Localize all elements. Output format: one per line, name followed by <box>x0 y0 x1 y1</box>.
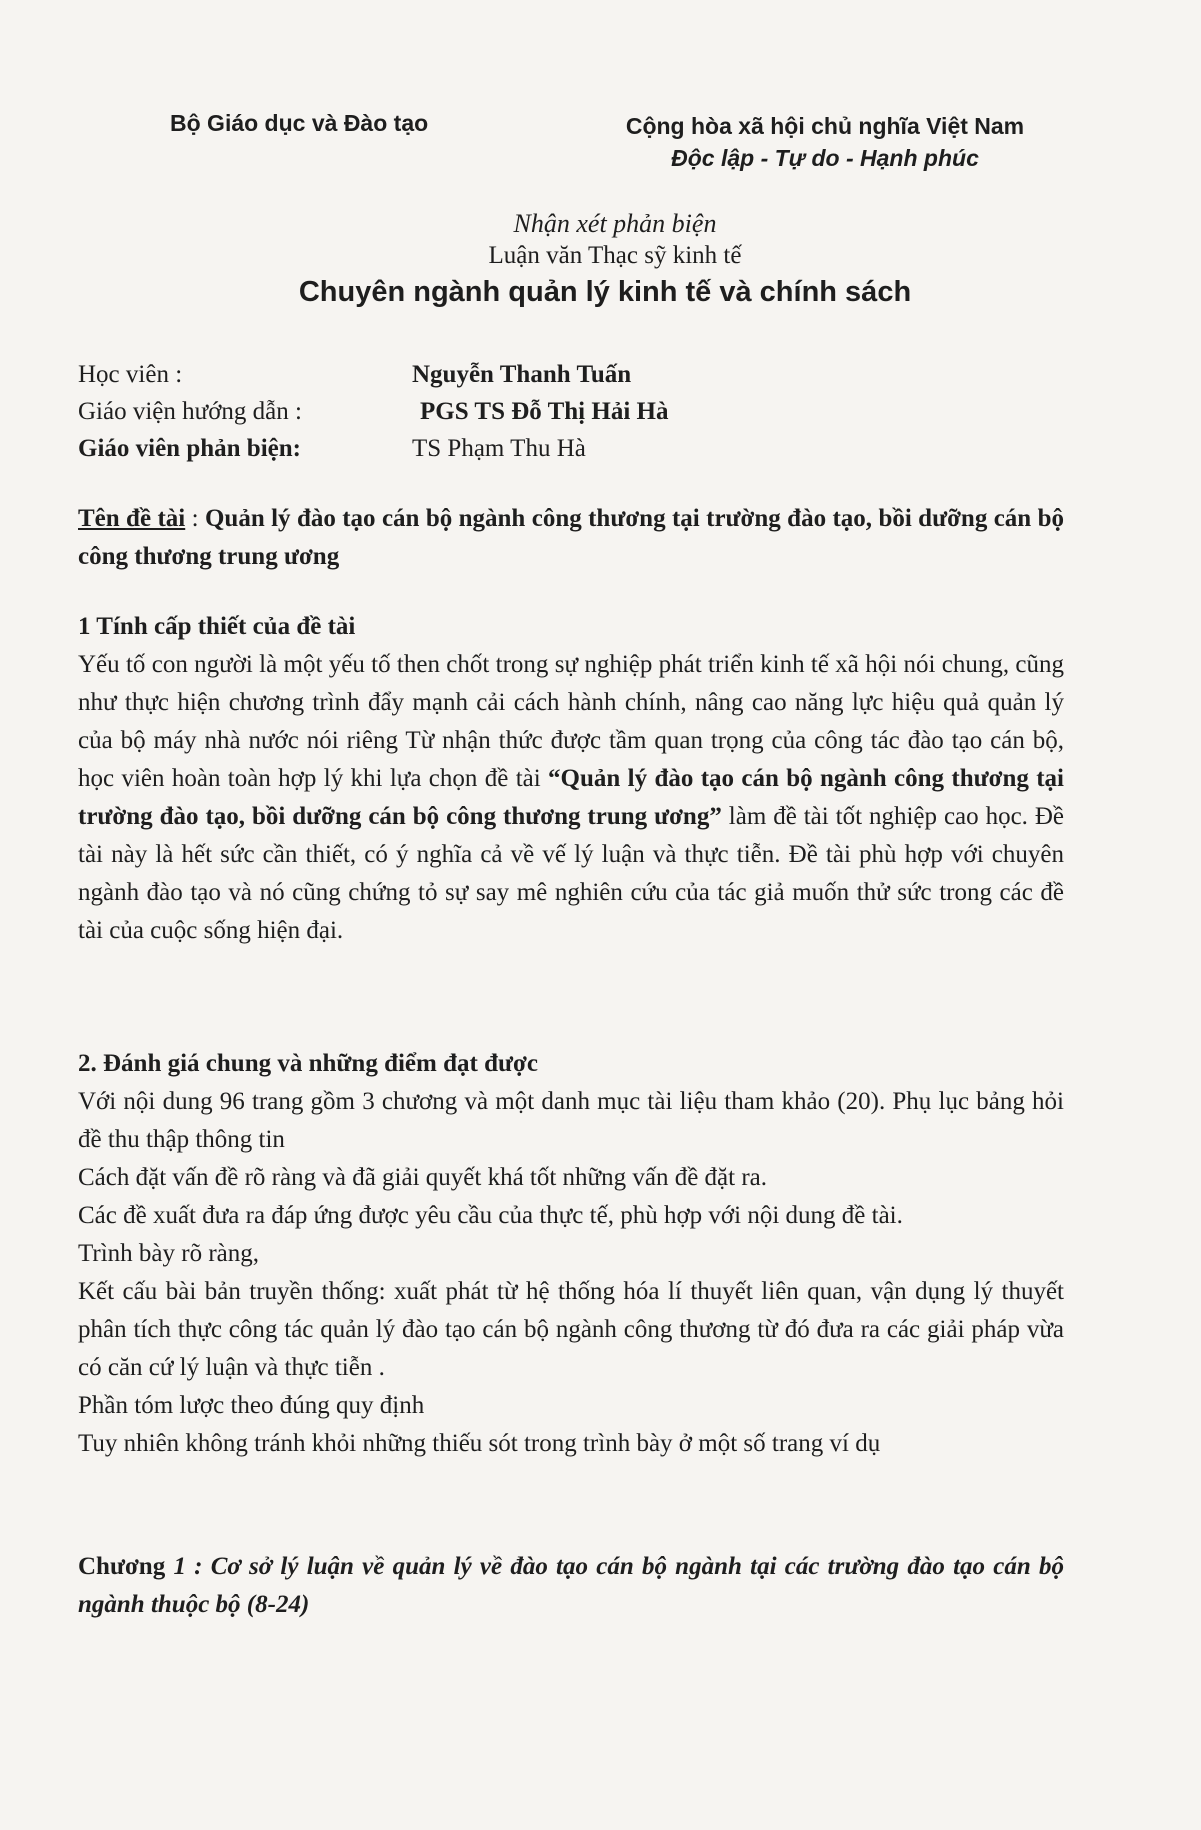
chapter-title: 1 : Cơ sở lý luận về quản lý về đào tạo cán bộ ngành tại các trường đào tạo cán bộ ngành thuộc bộ (8-24) <box>78 1553 1064 1618</box>
info-table <box>78 356 668 467</box>
section2-line: Cách đặt vấn đề rõ ràng và đã giải quyết khá tốt những vấn đề đặt ra. <box>78 1164 768 1191</box>
info-row-advisor <box>78 393 668 430</box>
national-header <box>585 110 1065 174</box>
student-name: Nguyễn Thanh Tuấn <box>412 361 632 388</box>
advisor-label: Giáo viện hướng dẫn : <box>78 398 302 425</box>
reviewer-label: Giáo viên phản biện: <box>78 435 301 462</box>
section1-paragraph <box>78 646 1064 950</box>
info-row-student <box>78 356 668 393</box>
title-review: Nhận xét phản biện <box>513 209 717 238</box>
national-motto: Độc lập - Tự do - Hạnh phúc <box>671 145 979 171</box>
section2-line: Với nội dung 96 trang gồm 3 chương và một danh mục tài liệu tham khảo (20). Phụ lục bảng hỏi đề thu thập thông tin <box>78 1088 1064 1153</box>
section1-heading: 1 Tính cấp thiết của đề tài <box>78 613 356 640</box>
section2-line: Kết cấu bài bản truyền thống: xuất phát từ hệ thống hóa lí thuyết liên quan, vận dụng lý thuyết phân tích thực công tác quản lý đào tạo cán bộ ngành công thương từ đó đưa ra các giải pháp vừa có căn cứ lý luận và thực tiễn . <box>78 1278 1064 1381</box>
section2-line: Tuy nhiên không tránh khỏi những thiếu sót trong trình bày ở một số trang ví dụ <box>78 1430 881 1457</box>
ministry-name: Bộ Giáo dục và Đào tạo <box>170 110 429 136</box>
section-chapter1 <box>78 1548 1064 1624</box>
section2-heading: 2. Đánh giá chung và những điểm đạt được <box>78 1050 538 1077</box>
section2-line: Phần tóm lược theo đúng quy định <box>78 1392 425 1419</box>
title-major: Chuyên ngành quản lý kinh tế và chính sách <box>298 276 912 308</box>
document-title <box>0 208 1150 312</box>
section2-line: Trình bày rõ ràng, <box>78 1240 260 1267</box>
reviewer-name: TS Phạm Thu Hà <box>412 435 586 462</box>
topic-text: Quản lý đào tạo cán bộ ngành công thương tại trường đào tạo, bồi dưỡng cán bộ công thương trung ương <box>78 505 1065 570</box>
section-evaluation <box>78 1045 1064 1463</box>
section-necessity <box>78 608 1064 950</box>
section1-quote: “Quản lý đào tạo cán bộ ngành công thương tại trường đào tạo, bồi dưỡng cán bộ công thương trung ương” <box>78 765 1065 830</box>
republic-name: Cộng hòa xã hội chủ nghĩa Việt Nam <box>625 113 1025 139</box>
info-row-reviewer <box>78 430 668 467</box>
section1-text-cont: làm đề tài tốt nghiệp cao học. Đề tài này là hết sức cần thiết, có ý nghĩa cả về vế lý luận và thực tiễn. Đề tài phù hợp với chuyên ngành đào tạo và nó cũng chứng tỏ sự say mê nghiên cứu của tác giả muốn thử sức trong các đề tài của cuộc sống hiện đại. <box>78 803 1065 944</box>
topic-block <box>78 500 1064 576</box>
student-label: Học viên : <box>78 361 183 388</box>
section2-line: Các đề xuất đưa ra đáp ứng được yêu cầu của thực tế, phù hợp với nội dung đề tài. <box>78 1202 903 1229</box>
chapter-label: Chương <box>78 1553 166 1580</box>
title-thesis: Luận văn Thạc sỹ kinh tế <box>488 242 742 269</box>
section1-text: Yếu tố con người là một yếu tố then chốt trong sự nghiệp phát triển kinh tế xã hội nói chung, cũng như thực hiện chương trình đẩy mạnh cải cách hành chính, nâng cao năng lực hiệu quả quản lý của bộ máy nhà nước nói riêng Từ nhận thức được tầm quan trọng của công tác đào tạo cán bộ, học viên hoàn toàn hợp lý khi lựa chọn đề tài <box>78 651 1064 792</box>
topic-label: Tên đề tài <box>78 505 186 532</box>
topic-separator: : <box>185 505 205 532</box>
advisor-name: PGS TS Đỗ Thị Hải Hà <box>420 398 669 425</box>
